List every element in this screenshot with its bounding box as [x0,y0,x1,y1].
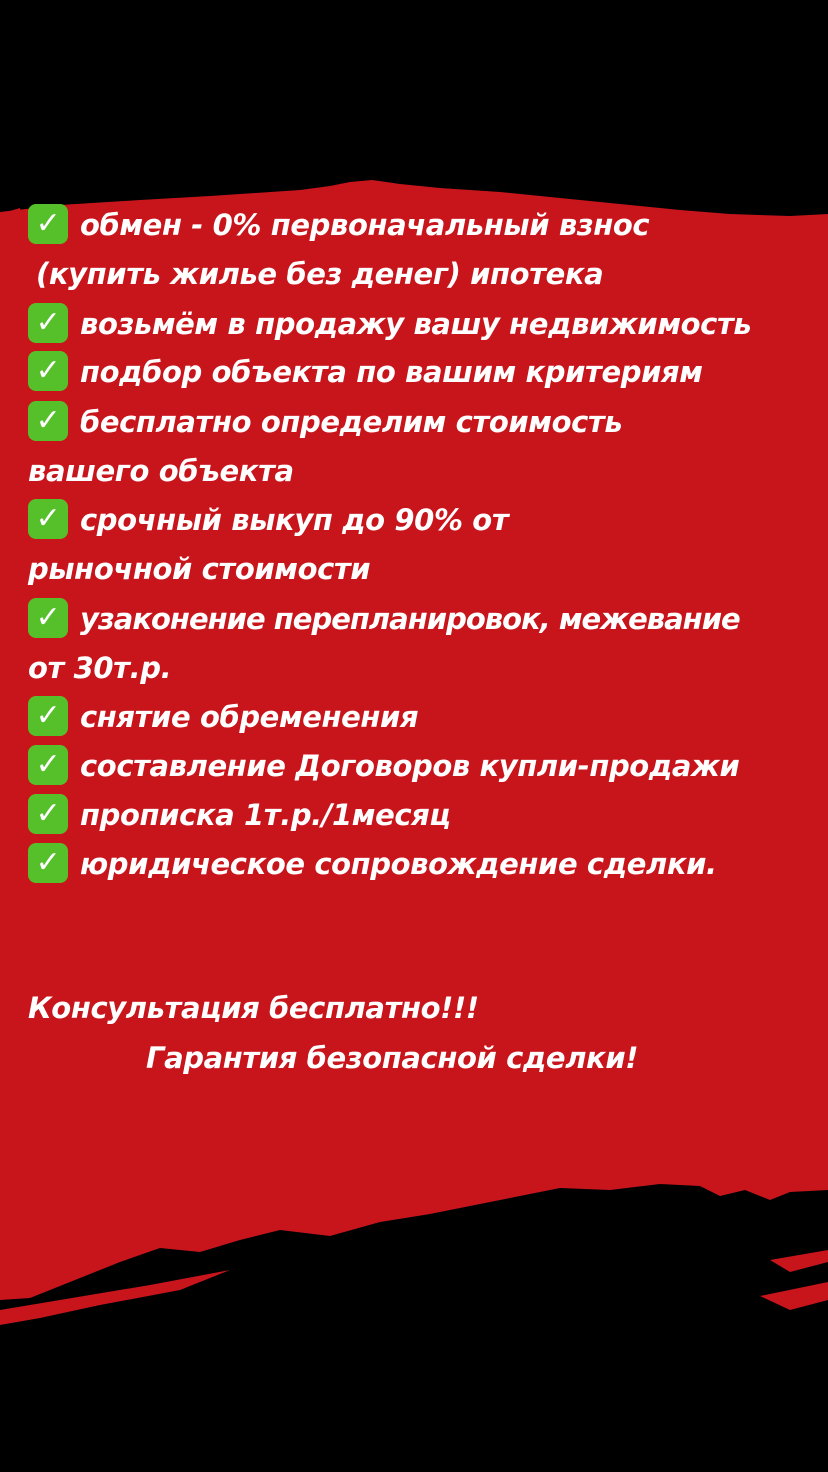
line-text: возьмём в продажу вашу недвижимость [80,307,752,341]
check-mark-icon: ✓ [28,401,68,441]
service-line-registration [28,795,450,837]
service-line-sale [28,304,751,346]
line-text: узаконение перепланировок, межевание [80,602,740,636]
service-line-buyout [28,500,508,542]
line-text: юридическое сопровождение сделки. [80,847,717,881]
line-text: (купить жилье без денег) ипотека [36,257,604,291]
service-line-exchange-cont [36,254,603,294]
service-line-legal-support [28,844,717,886]
check-mark-icon: ✓ [28,499,68,539]
check-mark-icon: ✓ [28,843,68,883]
check-mark-icon: ✓ [28,303,68,343]
service-line-selection [28,352,703,394]
line-text: вашего объекта [28,454,294,488]
line-text: рыночной стоимости [28,552,371,586]
service-line-valuation [28,402,622,444]
service-line-encumbrance [28,697,418,739]
service-line-buyout-cont [28,549,370,589]
service-line-contracts [28,746,739,788]
service-line-valuation-cont [28,451,294,491]
line-text: снятие обременения [80,700,419,734]
line-text: обмен - 0% первоначальный взнос [80,208,650,242]
service-line-legalization-cont [28,648,171,688]
check-mark-icon: ✓ [28,598,68,638]
footer-guarantee: Гарантия безопасной сделки! [146,1041,639,1075]
check-mark-icon: ✓ [28,204,68,244]
check-mark-icon: ✓ [28,351,68,391]
line-text: прописка 1т.р./1месяц [80,798,451,832]
footer-consultation: Консультация бесплатно!!! [28,991,479,1025]
check-mark-icon: ✓ [28,696,68,736]
line-text: составление Договоров купли-продажи [80,749,740,783]
line-text: от 30т.р. [28,651,172,685]
line-text: подбор объекта по вашим критериям [80,355,703,389]
service-line-exchange [28,205,649,247]
check-mark-icon: ✓ [28,794,68,834]
service-line-legalization [28,599,740,641]
line-text: срочный выкуп до 90% от [80,503,509,537]
check-mark-icon: ✓ [28,745,68,785]
line-text: бесплатно определим стоимость [80,405,623,439]
